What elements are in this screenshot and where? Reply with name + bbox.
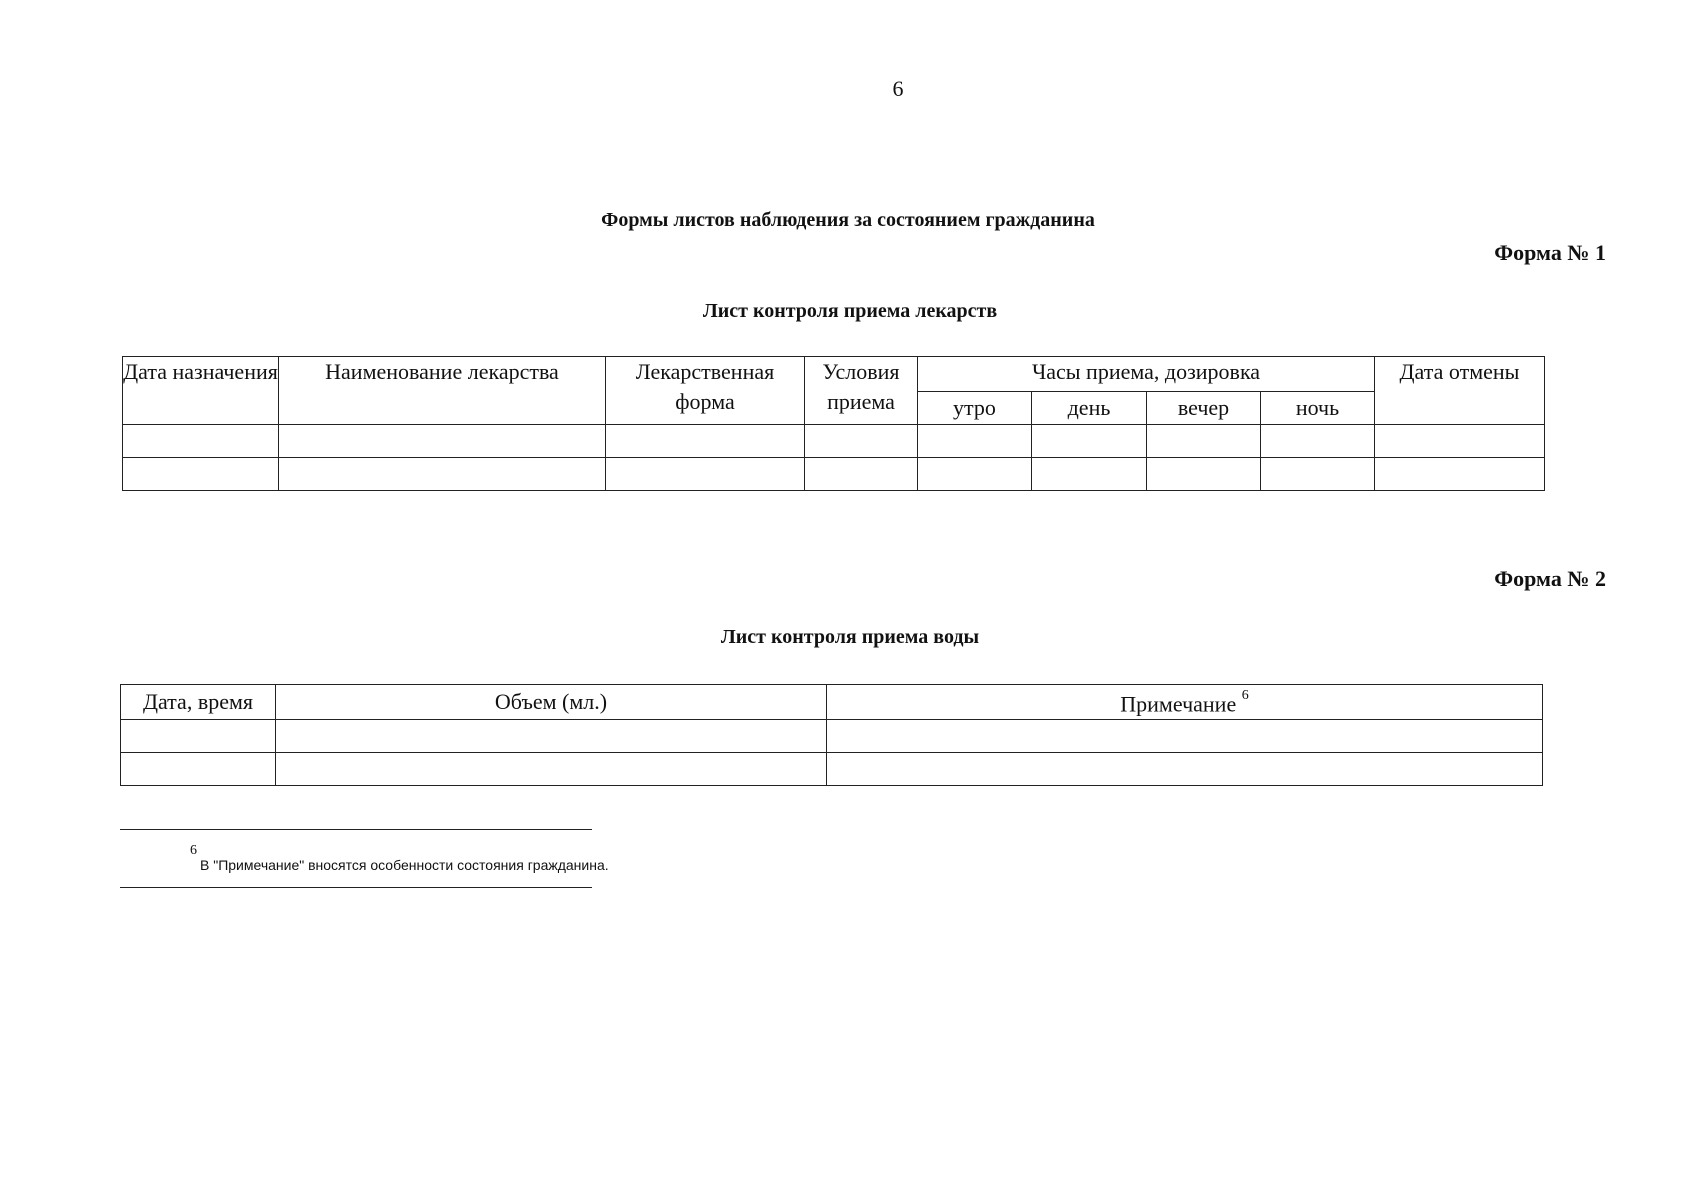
table-row <box>121 753 1543 786</box>
header-night: ночь <box>1261 392 1375 425</box>
footnote-ref: 6 <box>1241 688 1249 703</box>
medication-control-table <box>122 356 1545 491</box>
header-date-assigned: Дата назначения <box>123 357 279 425</box>
form2-title: Лист контроля приема воды <box>720 626 980 648</box>
header-conditions: Условия приема <box>805 357 918 425</box>
header-datetime: Дата, время <box>121 685 276 720</box>
header-day: день <box>1032 392 1147 425</box>
form1-title: Лист контроля приема лекарств <box>702 300 998 322</box>
table-cell[interactable] <box>276 753 827 786</box>
water-intake-table <box>120 684 1543 786</box>
footnote-divider-top <box>120 829 592 830</box>
header-drug-name: Наименование лекарства <box>279 357 606 425</box>
form2-label: Форма № 2 <box>1494 566 1606 591</box>
header-cancel-date: Дата отмены <box>1375 357 1545 425</box>
table-cell[interactable] <box>279 425 606 458</box>
table-row <box>123 425 1545 458</box>
document-title: Формы листов наблюдения за состоянием гражданина <box>601 209 1095 231</box>
table-cell[interactable] <box>606 425 805 458</box>
table-cell[interactable] <box>1032 458 1147 491</box>
table-cell[interactable] <box>121 753 276 786</box>
form1-label: Форма № 1 <box>1494 240 1606 265</box>
header-note-label: Примечание <box>1120 691 1237 717</box>
table-cell[interactable] <box>121 720 276 753</box>
table-cell[interactable] <box>805 425 918 458</box>
header-dosage-form: Лекарственная форма <box>606 357 805 425</box>
header-hours-dosage: Часы приема, дозировка <box>918 357 1375 392</box>
table-cell[interactable] <box>276 720 827 753</box>
table-cell[interactable] <box>1147 458 1261 491</box>
header-note <box>827 685 1543 720</box>
table-cell[interactable] <box>606 458 805 491</box>
header-morning: утро <box>918 392 1032 425</box>
page-number: 6 <box>892 76 904 101</box>
header-evening: вечер <box>1147 392 1261 425</box>
table-cell[interactable] <box>1032 425 1147 458</box>
table-cell[interactable] <box>805 458 918 491</box>
table-cell[interactable] <box>827 753 1543 786</box>
table-cell[interactable] <box>918 425 1032 458</box>
table-cell[interactable] <box>1375 458 1545 491</box>
table-cell[interactable] <box>1261 425 1375 458</box>
table-cell[interactable] <box>123 425 279 458</box>
table-cell[interactable] <box>918 458 1032 491</box>
table-row <box>121 720 1543 753</box>
table-cell[interactable] <box>1261 458 1375 491</box>
table-cell[interactable] <box>1147 425 1261 458</box>
table-cell[interactable] <box>279 458 606 491</box>
footnote-text: В "Примечание" вносятся особенности состояния гражданина. <box>200 857 609 873</box>
table-cell[interactable] <box>827 720 1543 753</box>
table-row <box>123 458 1545 491</box>
footnote-mark: 6 <box>190 843 197 858</box>
table-cell[interactable] <box>123 458 279 491</box>
header-volume: Объем (мл.) <box>276 685 827 720</box>
table-cell[interactable] <box>1375 425 1545 458</box>
footnote-divider-bottom <box>120 887 592 888</box>
